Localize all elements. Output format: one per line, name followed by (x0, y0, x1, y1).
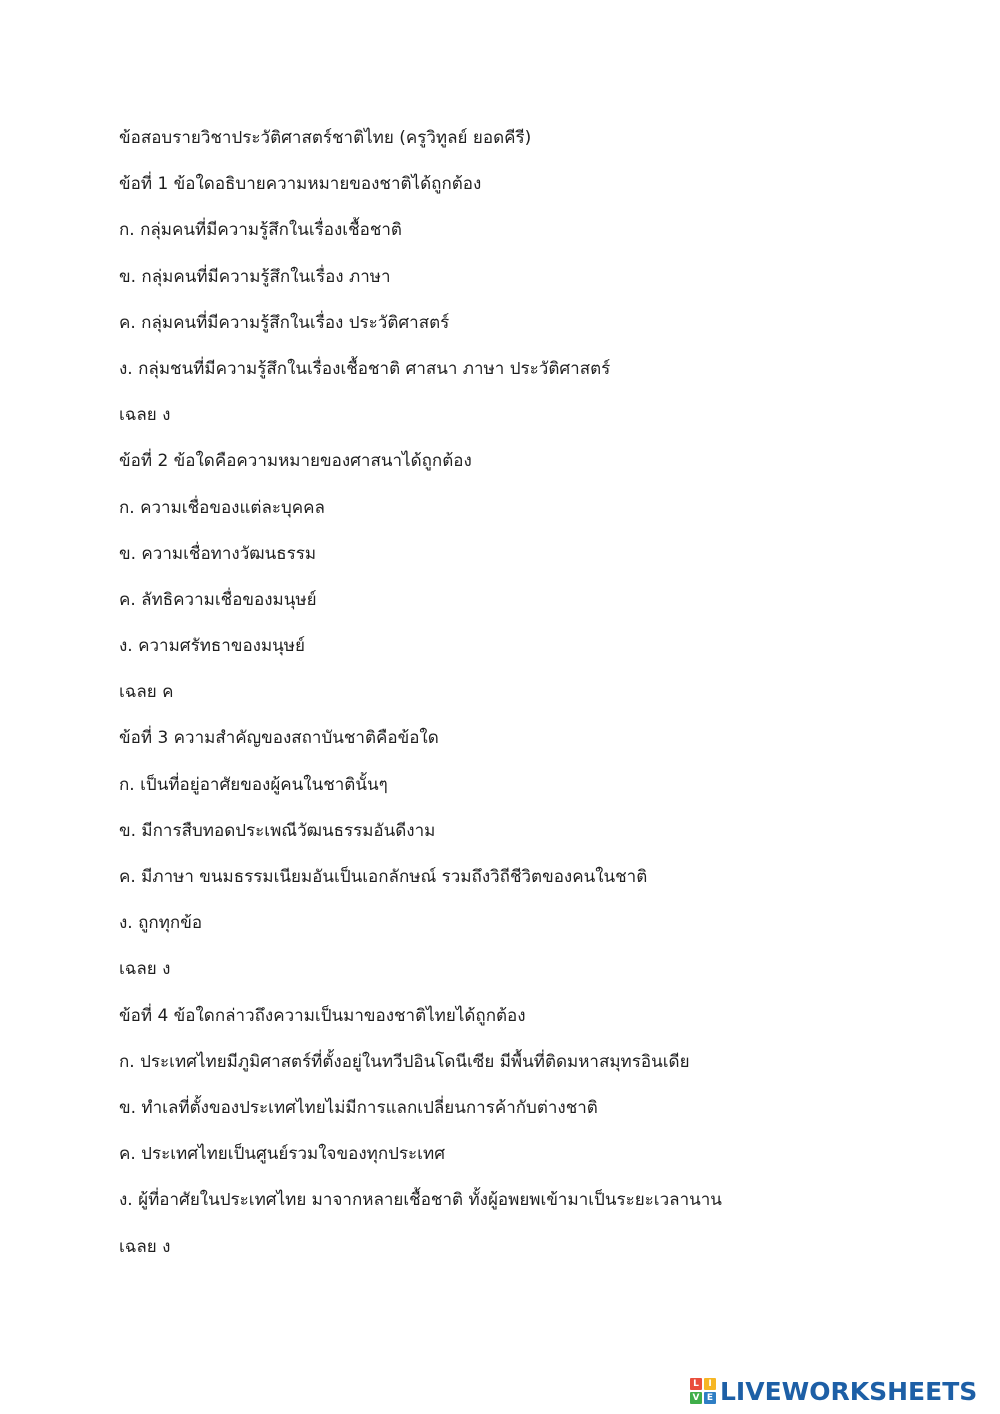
question-4-choice-a: ก. ประเทศไทยมีภูมิศาสตร์ที่ตั้งอยู่ในทวีปอินโดนีเซีย มีพื้นที่ติดมหาสมุทรอินเดีย (119, 1051, 690, 1072)
liveworksheets-logo (690, 1371, 990, 1411)
logo-cell-v: V (690, 1392, 702, 1404)
question-2-choice-d: ง. ความศรัทธาของมนุษย์ (119, 636, 305, 657)
liveworksheets-logo-icon (690, 1378, 716, 1404)
exam-content (119, 124, 919, 1279)
question-2-choice-c: ค. ลัทธิความเชื่อของมนุษย์ (119, 589, 317, 610)
logo-cell-i: I (704, 1378, 716, 1390)
logo-cell-l: L (690, 1378, 702, 1390)
question-1-choice-b: ข. กลุ่มคนที่มีความรู้สึกในเรื่อง ภาษา (119, 266, 391, 287)
question-2-answer: เฉลย ค (119, 682, 174, 703)
question-4-answer: เฉลย ง (119, 1236, 171, 1257)
question-3-choice-c: ค. มีภาษา ขนมธรรมเนียมอันเป็นเอกลักษณ์ รวมถึงวิถีชีวิตของคนในชาติ (119, 867, 648, 887)
liveworksheets-logo-text: LIVEWORKSHEETS (720, 1376, 978, 1406)
question-4-choice-b: ข. ทำเลที่ตั้งของประเทศไทยไม่มีการแลกเปลี่ยนการค้ากับต่างชาติ (119, 1097, 598, 1118)
question-3-choice-d: ง. ถูกทุกข้อ (119, 913, 203, 934)
question-3: ข้อที่ 3 ความสำคัญของสถาบันชาติคือข้อใด (119, 728, 439, 749)
question-1-choice-c: ค. กลุ่มคนที่มีความรู้สึกในเรื่อง ประวัติศาสตร์ (119, 312, 450, 333)
question-2-choice-a: ก. ความเชื่อของแต่ละบุคคล (119, 497, 325, 518)
question-2: ข้อที่ 2 ข้อใดคือความหมายของศาสนาได้ถูกต้อง (119, 451, 472, 472)
question-4-choice-c: ค. ประเทศไทยเป็นศูนย์รวมใจของทุกประเทศ (119, 1144, 445, 1165)
question-1: ข้อที่ 1 ข้อใดอธิบายความหมายของชาติได้ถูกต้อง (119, 174, 482, 195)
question-4-choice-d: ง. ผู้ที่อาศัยในประเทศไทย มาจากหลายเชื้อชาติ ทั้งผู้อพยพเข้ามาเป็นระยะเวลานาน (119, 1190, 722, 1211)
question-1-choice-a: ก. กลุ่มคนที่มีความรู้สึกในเรื่องเชื้อชาติ (119, 220, 402, 241)
question-1-choice-d: ง. กลุ่มชนที่มีความรู้สึกในเรื่องเชื้อชาติ ศาสนา ภาษา ประวัติศาสตร์ (119, 358, 611, 379)
question-1-answer: เฉลย ง (119, 405, 171, 426)
exam-title: ข้อสอบรายวิชาประวัติศาสตร์ชาติไทย (ครูวิทูลย์ ยอดคีรี) (119, 128, 532, 148)
question-4: ข้อที่ 4 ข้อใดกล่าวถึงความเป็นมาของชาติไทยได้ถูกต้อง (119, 1005, 526, 1026)
question-3-choice-a: ก. เป็นที่อยู่อาศัยของผู้คนในชาตินั้นๆ (119, 774, 388, 795)
question-3-choice-b: ข. มีการสืบทอดประเพณีวัฒนธรรมอันดีงาม (119, 820, 436, 841)
question-3-answer: เฉลย ง (119, 959, 171, 980)
question-2-choice-b: ข. ความเชื่อทางวัฒนธรรม (119, 543, 317, 564)
logo-cell-e: E (704, 1392, 716, 1404)
